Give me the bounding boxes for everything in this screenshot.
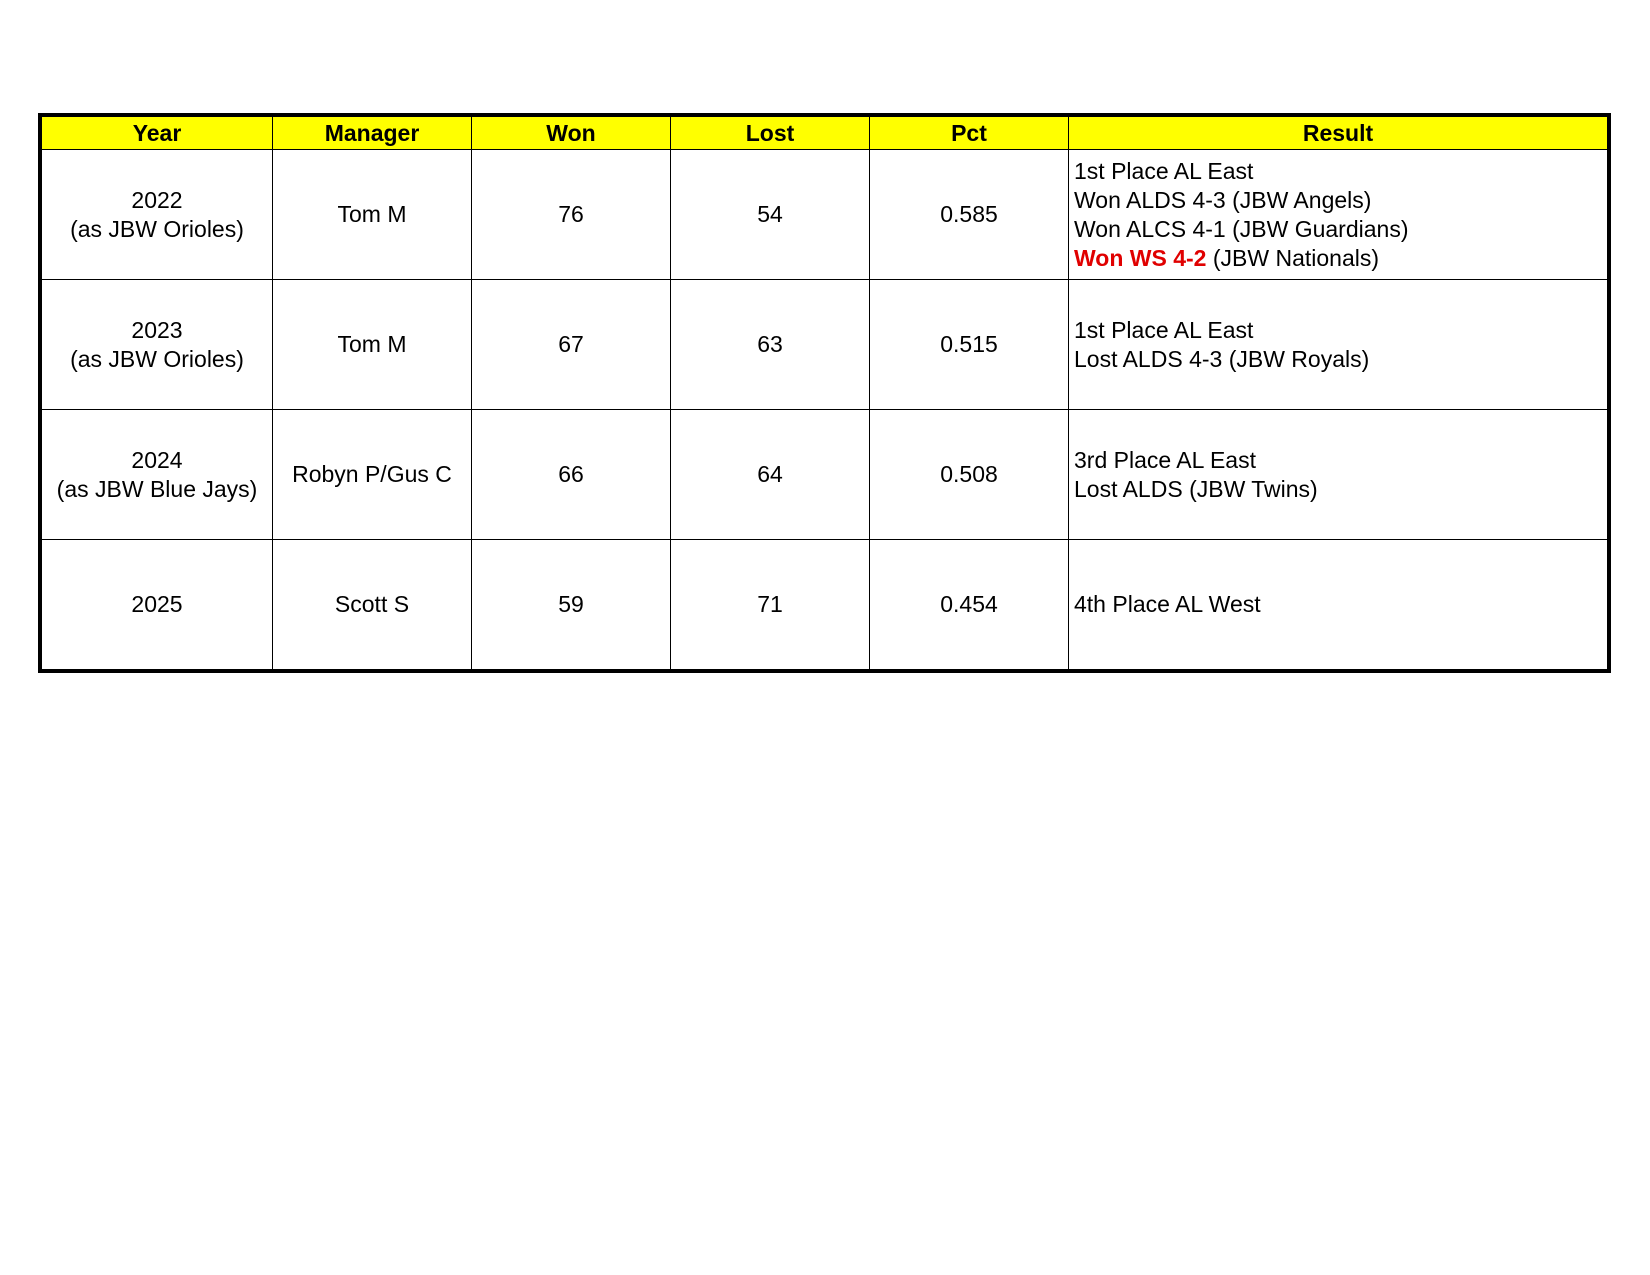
lost-cell: 63 [671,280,870,410]
pct-cell: 0.515 [870,280,1069,410]
table-row [42,540,1608,670]
won-cell: 59 [472,540,671,670]
won-cell: 67 [472,280,671,410]
result-line-suffix: (JBW Nationals) [1206,244,1380,271]
header-pct: Pct [870,117,1069,150]
result-cell [1069,280,1608,410]
result-line: 1st Place AL East [1074,157,1254,184]
year-value: 2023 [131,316,183,343]
team-history-table-container [38,113,1611,673]
header-row [42,117,1608,150]
lost-cell: 54 [671,150,870,280]
manager-cell: Robyn P/Gus C [273,410,472,540]
result-line [1074,244,1607,273]
team-name: (as JBW Blue Jays) [56,475,258,502]
pct-cell: 0.508 [870,410,1069,540]
year-value: 2022 [131,186,183,213]
won-cell: 66 [472,410,671,540]
result-line: Lost ALDS 4-3 (JBW Royals) [1074,345,1370,372]
year-value: 2025 [131,591,183,617]
result-line: 3rd Place AL East [1074,446,1256,473]
team-name: (as JBW Orioles) [70,345,244,372]
result-line: Won ALCS 4-1 (JBW Guardians) [1074,215,1409,242]
lost-cell: 71 [671,540,870,670]
result-line: 4th Place AL West [1074,591,1261,617]
year-cell [42,280,273,410]
header-won: Won [472,117,671,150]
team-name: (as JBW Orioles) [70,215,244,242]
pct-cell: 0.454 [870,540,1069,670]
manager-cell: Tom M [273,280,472,410]
manager-cell: Tom M [273,150,472,280]
result-line: Won ALDS 4-3 (JBW Angels) [1074,186,1372,213]
year-cell [42,540,273,670]
header-lost: Lost [671,117,870,150]
result-cell [1069,410,1608,540]
result-line: Lost ALDS (JBW Twins) [1074,475,1318,502]
year-cell [42,410,273,540]
table-row [42,150,1608,280]
result-cell [1069,150,1608,280]
header-manager: Manager [273,117,472,150]
won-cell: 76 [472,150,671,280]
championship-highlight: Won WS 4-2 [1074,244,1207,271]
pct-cell: 0.585 [870,150,1069,280]
header-result: Result [1069,117,1608,150]
header-year: Year [42,117,273,150]
result-line: 1st Place AL East [1074,316,1254,343]
team-history-table [41,116,1608,670]
year-value: 2024 [131,446,183,473]
table-row [42,280,1608,410]
result-cell [1069,540,1608,670]
manager-cell: Scott S [273,540,472,670]
lost-cell: 64 [671,410,870,540]
year-cell [42,150,273,280]
table-row [42,410,1608,540]
